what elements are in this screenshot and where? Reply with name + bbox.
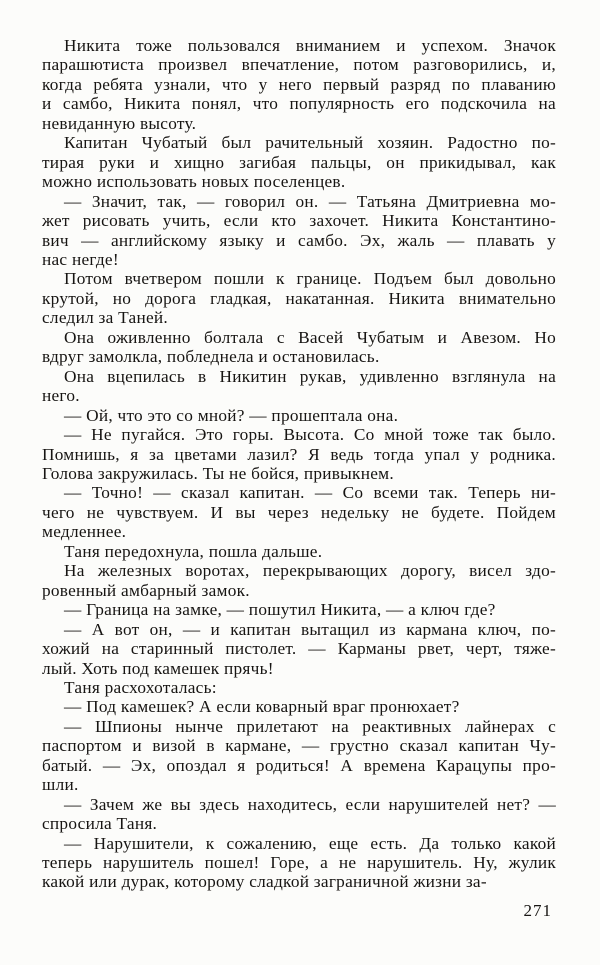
paragraph bbox=[42, 192, 556, 270]
paragraph bbox=[42, 600, 556, 619]
text-line: Никита тоже пользовался вниманием и успехом. Значок bbox=[64, 36, 556, 55]
paragraph bbox=[42, 328, 556, 367]
text-line: шли. bbox=[42, 775, 79, 795]
paragraph bbox=[42, 717, 556, 795]
text-line: — Не пугайся. Это горы. Высота. Со мной тоже так было. bbox=[64, 425, 556, 445]
paragraph bbox=[42, 36, 556, 133]
text-line: — Граница на замке, — пошутил Никита, — а ключ где? bbox=[64, 600, 496, 620]
text-line: — Зачем же вы здесь находитесь, если нарушителей нет? — bbox=[64, 794, 556, 814]
text-line: можно использовать новых поселенцев. bbox=[42, 172, 346, 192]
text-line: тирая руки и хищно загибая пальцы, он прикидывал, как bbox=[42, 152, 556, 172]
text-line: — А вот он, — и капитан вытащил из кармана ключ, по- bbox=[64, 619, 556, 639]
text-line: хожий на старинный пистолет. — Карманы рвет, черт, тяже- bbox=[42, 639, 556, 659]
text-line: теперь нарушитель пошел! Горе, а не нарушитель. Ну, жулик bbox=[42, 853, 556, 873]
text-line: батый. — Эх, опоздал я родиться! А времена Карацупы про- bbox=[42, 755, 556, 775]
paragraph bbox=[42, 678, 556, 697]
text-line: вич — английскому языку и самбо. Эх, жаль — плавать у bbox=[42, 230, 556, 250]
paragraph bbox=[42, 561, 556, 600]
text-line: — Шпионы нынче прилетают на реактивных лайнерах с bbox=[64, 716, 556, 736]
text-line: На железных воротах, перекрывающих дорогу, висел здо- bbox=[64, 561, 556, 581]
text-line: Капитан Чубатый был рачительный хозяин. Радостно по- bbox=[64, 133, 556, 153]
text-line: — Точно! — сказал капитан. — Со всеми так. Теперь ни- bbox=[64, 483, 556, 503]
text-line: и самбо, Никита понял, что популярность его подскочила на bbox=[42, 94, 556, 114]
text-line: спросила Таня. bbox=[42, 814, 158, 834]
paragraph bbox=[42, 834, 556, 892]
paragraph bbox=[42, 795, 556, 834]
text-line: вдруг замолкла, побледнела и остановилась. bbox=[42, 347, 380, 367]
text-line: — Нарушители, к сожалению, еще есть. Да только какой bbox=[64, 833, 556, 853]
text-line: какой или дурак, которому сладкой заграничной жизни за- bbox=[42, 872, 487, 892]
page-number: 271 bbox=[523, 901, 552, 920]
text-line: — Ой, что это со мной? — прошептала она. bbox=[64, 405, 399, 425]
text-line: следил за Таней. bbox=[42, 308, 168, 328]
text-block bbox=[42, 36, 556, 892]
text-line: парашютиста произвел впечатление, потом разговорились, и, bbox=[42, 55, 556, 75]
text-line: лый. Хоть под камешек прячь! bbox=[42, 658, 274, 678]
text-line: медленнее. bbox=[42, 522, 127, 542]
text-line: паспортом и визой в кармане, — грустно сказал капитан Чу- bbox=[42, 736, 556, 756]
paragraph bbox=[42, 406, 556, 425]
paragraph bbox=[42, 620, 556, 678]
paragraph bbox=[42, 133, 556, 191]
text-line: Помнишь, я за цветами лазил? Я ведь тогда упал у родника. bbox=[42, 444, 556, 464]
text-line: чего не чувствуем. И вы через недельку не будете. Пойдем bbox=[42, 502, 556, 522]
paragraph bbox=[42, 425, 556, 483]
paragraph bbox=[42, 483, 556, 541]
paragraph bbox=[42, 542, 556, 561]
text-line: Она оживленно болтала с Васей Чубатым и Авезом. Но bbox=[64, 327, 556, 347]
text-line: Голова закружилась. Ты не бойся, привыкнем. bbox=[42, 463, 394, 483]
text-line: Потом вчетвером пошли к границе. Подъем был довольно bbox=[64, 269, 556, 289]
text-line: — Значит, так, — говорил он. — Татьяна Дмитриевна мо- bbox=[64, 191, 556, 211]
paragraph bbox=[42, 697, 556, 716]
text-line: ровенный амбарный замок. bbox=[42, 580, 250, 600]
text-line: невиданную высоту. bbox=[42, 113, 197, 133]
text-line: Таня расхохоталась: bbox=[64, 677, 217, 697]
text-line: Она вцепилась в Никитин рукав, удивленно взглянула на bbox=[64, 366, 556, 386]
paragraph bbox=[42, 367, 556, 406]
text-line: жет рисовать учить, если кто захочет. Никита Константино- bbox=[42, 211, 556, 231]
text-line: крутой, но дорога гладкая, накатанная. Никита внимательно bbox=[42, 288, 556, 308]
paragraph bbox=[42, 269, 556, 327]
text-line: Таня передохнула, пошла дальше. bbox=[64, 541, 323, 561]
text-line: нас негде! bbox=[42, 249, 119, 269]
text-line: него. bbox=[42, 386, 80, 406]
text-line: — Под камешек? А если коварный враг пронюхает? bbox=[64, 697, 460, 717]
text-line: когда ребята узнали, что у него первый разряд по плаванию bbox=[42, 74, 556, 94]
